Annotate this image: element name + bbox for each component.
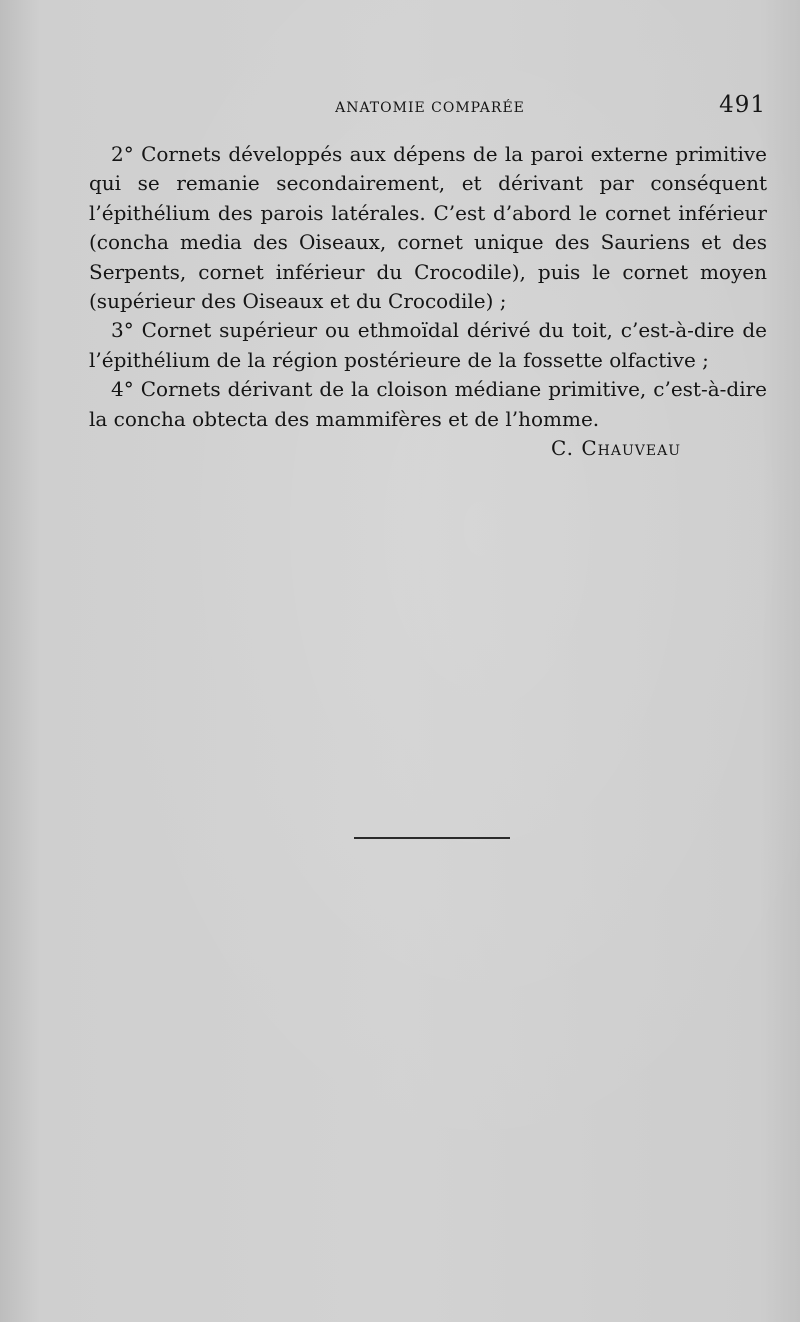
page-header	[90, 92, 766, 124]
page-number: 491	[719, 92, 766, 118]
paragraph-cornets-lateraux: 2° Cornets développés aux dépens de la paroi externe primitive qui se remanie secondairement, et dérivant par conséquent l’épithélium des parois latérales. C’est d’abord le cornet inférieur (concha media des Oiseaux, cornet unique des Sauriens et des Serpents, cornet inférieur du Crocodile), puis le cornet moyen (supérieur des Oiseaux et du Crocodile) ;	[89, 142, 767, 314]
section-divider-rule	[354, 837, 510, 839]
paragraph-cornets-cloison: 4° Cornets dérivant de la cloison médiane primitive, c’est-à-dire la concha obtecta des mammifères et de l’homme.	[89, 377, 767, 431]
author-signature: C. Chauveau	[551, 436, 681, 461]
paragraph-cornet-superieur: 3° Cornet supérieur ou ethmoïdal dérivé du toit, c’est-à-dire de l’épithélium de la région postérieure de la fossette olfactive ;	[89, 318, 767, 372]
body-text	[89, 140, 767, 463]
running-title: ANATOMIE COMPARÉE	[335, 100, 525, 116]
